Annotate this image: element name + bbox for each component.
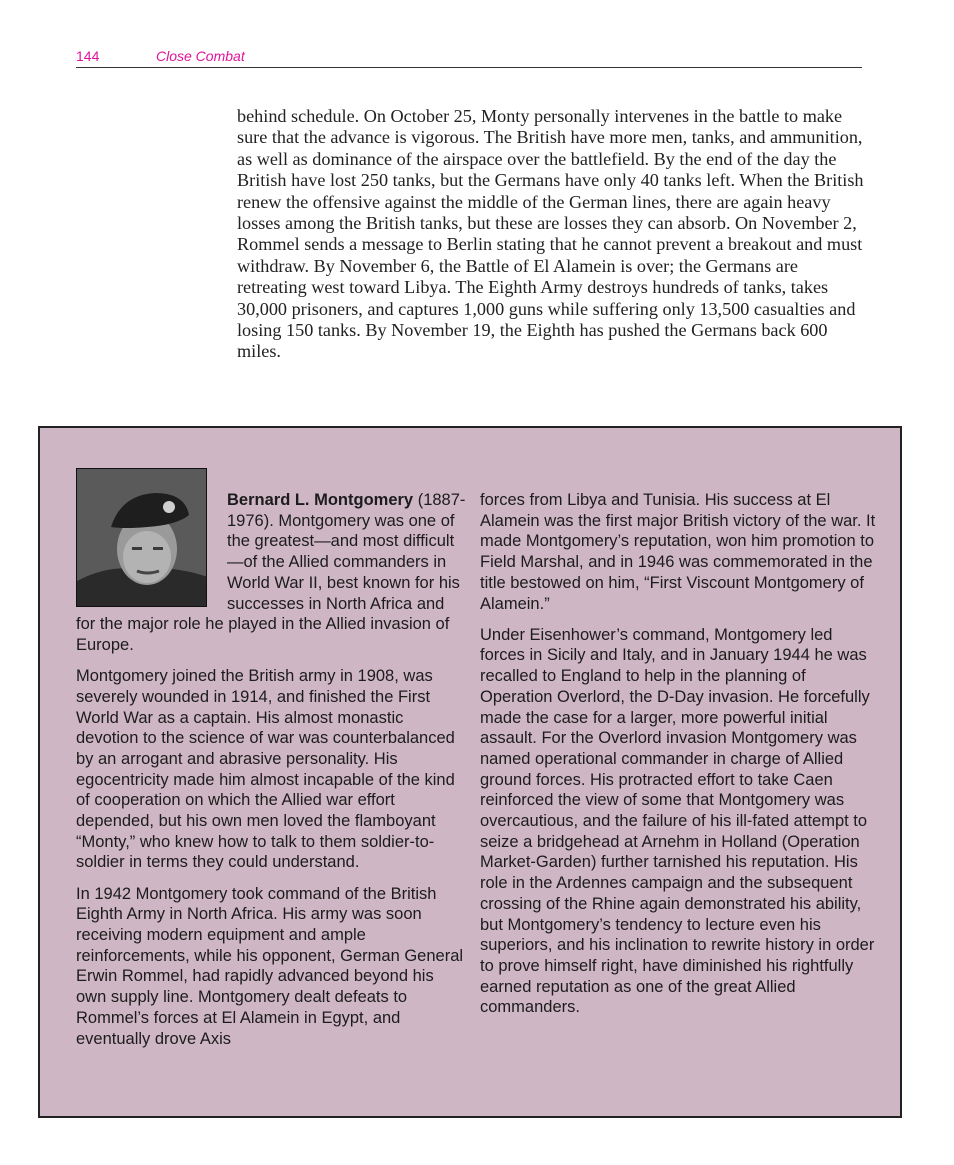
page-header	[76, 46, 862, 68]
sidebar-paragraph-5: Under Eisenhower’s command, Montgomery led forces in Sicily and Italy, and in January 1944 he was recalled to England to help in the planning of Operation Overlord, the D-Day invasion. He forcefully made the case for a larger, more powerful initial assault. For the Overlord invasion Montgomery was named operational commander in charge of Allied ground forces. His protracted effort to take Caen reinforced the view of some that Montgomery was overcautious, and the failure of his ill-fated attempt to seize a bridgehead at Arnehm in Holland (Operation Market-Garden) further tarnished his reputation. His role in the Ardennes campaign and the subsequent crossing of the Rhine again demonstrated his ability, but Montgomery’s tendency to lecture even his superiors, and his inclination to rewrite history in order to prove himself right, have diminished his rightfully earned reputation as one of the great Allied commanders.	[480, 625, 875, 1017]
sidebar-paragraph-2: Montgomery joined the British army in 1908, was severely wounded in 1914, and finished the First World War as a captain. His almost monastic devotion to the science of war was counterbalanced by an arrogant and abrasive personality. His egocentricity made him almost incapable of the kind of cooperation on which the Allied war effort depended, but his own men loved the flamboyant “Monty,” who knew how to talk to them soldier-to-soldier in terms they could understand.	[76, 667, 455, 872]
running-title: Close Combat	[156, 48, 245, 64]
biography-name: Bernard L. Montgomery	[227, 491, 414, 509]
sidebar-paragraph-3: In 1942 Montgomery took command of the British Eighth Army in North Africa. His army was soon receiving modern equipment and ample reinforcements, while his opponent, German General Erwin Rommel, had rapidly advanced beyond his own supply line. Montgomery dealt defeats to Rommel’s forces at El Alamein in Egypt, and eventually drove Axis	[76, 884, 464, 1048]
montgomery-portrait	[76, 468, 207, 607]
page-number: 144	[76, 48, 100, 64]
biography-intro-text: (1887-1976). Montgomery was one of the greatest—and most difficult—of the Allied commanders in World War II, best known for his successes in North Africa and for the major role he played in the Allied invasion of Europe.	[76, 491, 466, 654]
sidebar-intro-paragraph	[76, 490, 466, 656]
sidebar-left-column	[76, 490, 466, 1060]
biography-sidebar	[38, 426, 902, 1118]
sidebar-paragraph-4: forces from Libya and Tunisia. His success at El Alamein was the first major British victory of the war. It made Montgomery’s reputation, won him promotion to Field Marshal, and in 1946 was commemorated in the title bestowed on him, “First Viscount Montgomery of Alamein.”	[480, 491, 876, 613]
sidebar-right-column	[480, 490, 876, 1029]
main-body-text: behind schedule. On October 25, Monty personally intervenes in the battle to make sure that the advance is vigorous. The British have more men, tanks, and ammunition, as well as dominance of the airspace over the battlefield. By the end of the day the British have lost 250 tanks, but the Germans have only 40 tanks left. When the British renew the offensive against the middle of the German lines, there are again heavy losses among the British tanks, but these are losses they can absorb. On November 2, Rommel sends a message to Berlin stating that he cannot prevent a breakout and must withdraw. By November 6, the Battle of El Alamein is over; the Germans are retreating west toward Libya. The Eighth Army destroys hundreds of tanks, takes 30,000 prisoners, and captures 1,000 guns while suffering only 13,500 casualties and losing 150 tanks. By November 19, the Eighth has pushed the Germans back 600 miles.	[237, 106, 864, 362]
